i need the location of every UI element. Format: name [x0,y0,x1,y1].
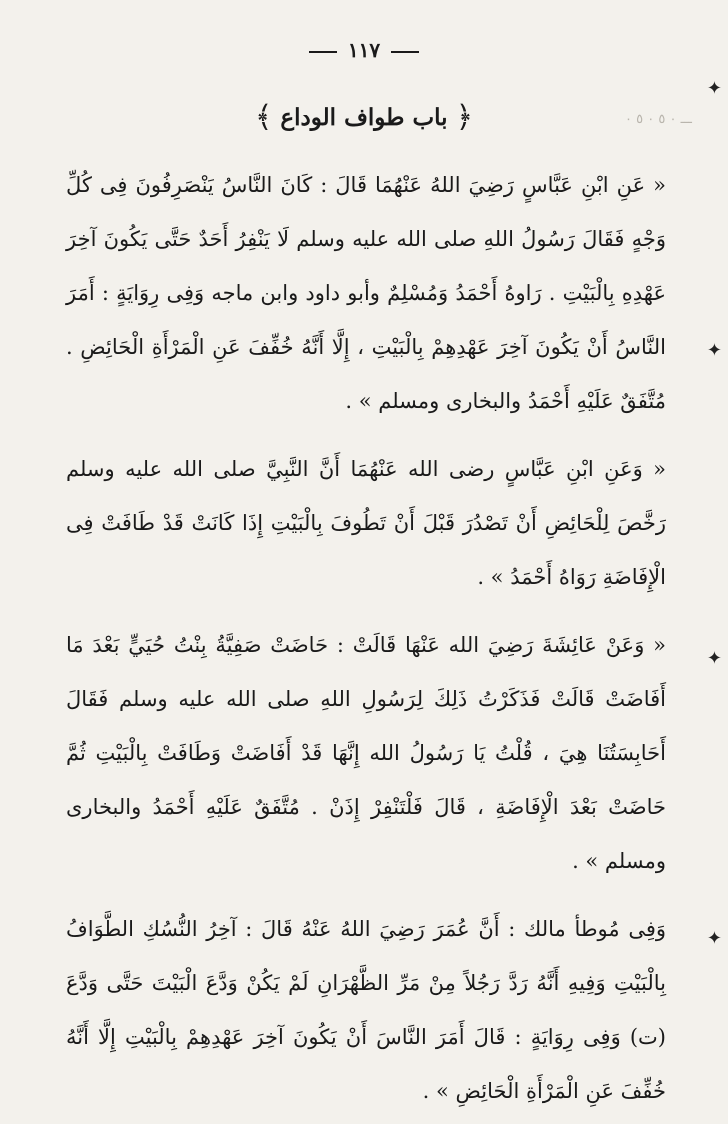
ornate-bracket-right-icon: ﴿ [455,100,474,135]
right-dash [391,51,419,53]
hadith-paragraph: « وَعَنْ عَائِشَةَ رَضِيَ الله عَنْهَا قَالَتْ : حَاضَتْ صَفِيَّةُ بِنْتُ حُيَيٍّ بَعْدَ مَا أَفَاضَتْ قَالَتْ فَذَكَرْتُ ذَلِكَ لِرَسُولِ اللهِ صلى الله عليه وسلم فَقَالَ أَحَابِسَتُنَا هِيَ ، قُلْتُ يَا رَسُولُ الله إِنَّهَا قَدْ أَفَاضَتْ وَطَافَتْ بِالْبَيْتِ ثُمَّ حَاضَتْ بَعْدَ الْإِفَاضَةِ ، قَالَ فَلْتَنْفِرْ إِذَنْ . مُتَّفَقٌ عَلَيْهِ أَحْمَدُ والبخارى ومسلم » . [66,633,666,873]
faint-bleed-through-mark: ـــ ٠ ٥ ٠ ٥ ٠ [624,112,692,127]
edge-star-icon: ✦ [706,928,722,949]
hadith-paragraph: « عَنِ ابْنِ عَبَّاسٍ رَضِيَ اللهُ عَنْهُمَا قَالَ : كَانَ النَّاسُ يَنْصَرِفُونَ فِى كُلِّ وَجْهٍ فَقَالَ رَسُولُ اللهِ صلى الله عليه وسلم لَا يَنْفِرُ أَحَدٌ حَتَّى يَكُونَ آخِرَ عَهْدِهِ بِالْبَيْتِ . رَاوهُ أَحْمَدُ وَمُسْلِمٌ وأبو داود وابن ماجه وَفِى رِوَايَةٍ : أَمَرَ النَّاسُ أَنْ يَكُونَ آخِرَ عَهْدِهِمْ بِالْبَيْتِ ، إِلَّا أَنَّهُ خُفِّفَ عَنِ الْمَرْأَةِ الْحَائِضِ . مُتَّفَقٌ عَلَيْهِ أَحْمَدُ والبخارى ومسلم » . [66,173,666,413]
page-number [0,38,728,62]
hadith-paragraph: وَفِى مُوطأ مالك : أَنَّ عُمَرَ رَضِيَ اللهُ عَنْهُ قَالَ : آخِرُ النُّسُكِ الطَّوَافُ بِالْبَيْتِ وَفِيهِ أَنَّهُ رَدَّ رَجُلاً مِنْ مَرِّ الظَّهْرَانِ لَمْ يَكُنْ وَدَّعَ الْبَيْتَ حَتَّى وَدَّعَ (ت) وَفِى رِوَايَةٍ : قَالَ أَمَرَ النَّاسَ أَنْ يَكُونَ آخِرَ عَهْدِهِمْ بِالْبَيْتِ إِلَّا أَنَّهُ خُفِّفَ عَنِ الْمَرْأَةِ الْحَائِضِ » . [66,917,666,1103]
body-text [66,158,666,1124]
ornate-bracket-left-icon: ﴾ [254,100,273,135]
edge-star-icon: ✦ [706,648,722,669]
hadith-paragraph: « وَعَنِ ابْنِ عَبَّاسٍ رضى الله عَنْهُمَا أَنَّ النَّبِيَّ صلى الله عليه وسلم رَخَّصَ لِلْحَائِضِ أَنْ تَصْدُرَ قَبْلَ أَنْ تَطُوفَ بِالْبَيْتِ إِذَا كَانَتْ قَدْ طَافَتْ فِى الْإِفَاضَةِ رَوَاهُ أَحْمَدُ » . [66,457,666,589]
edge-star-icon: ✦ [706,78,722,99]
chapter-title [0,100,728,135]
edge-star-icon: ✦ [706,340,722,361]
left-dash [309,51,337,53]
page-number-text: ١١٧ [347,38,381,62]
chapter-title-text: باب طواف الوداع [280,104,448,131]
